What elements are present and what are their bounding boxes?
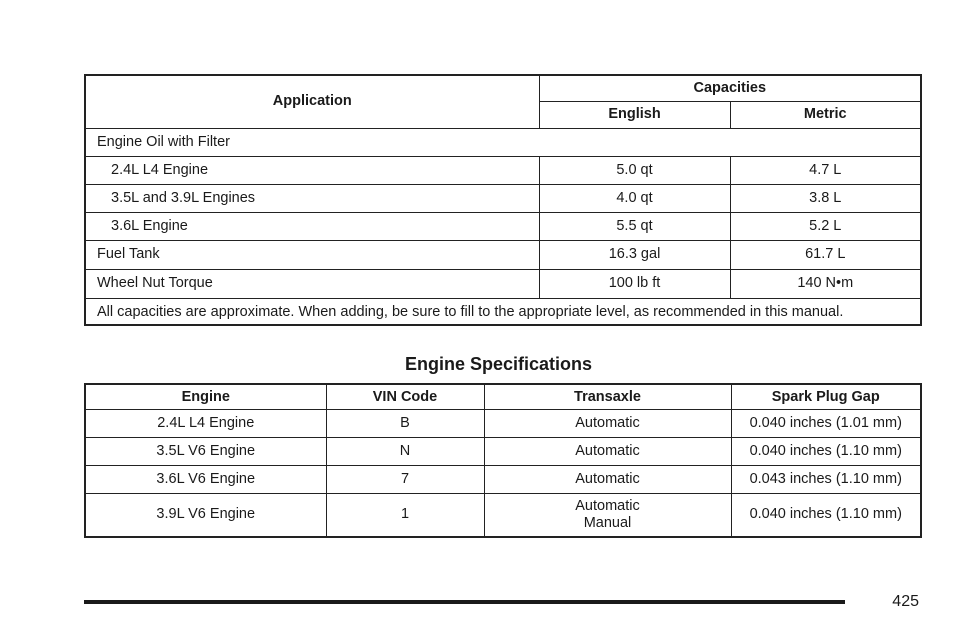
english-header: English (539, 101, 730, 128)
engine-header: Engine (85, 384, 326, 410)
english-value: 4.0 qt (539, 184, 730, 212)
table-row (85, 184, 921, 212)
vin-code-cell: 7 (326, 466, 484, 494)
engine-cell: 3.9L V6 Engine (85, 494, 326, 537)
vin-code-cell: 1 (326, 494, 484, 537)
spark-plug-gap-cell: 0.043 inches (1.10 mm) (731, 466, 921, 494)
engine-cell: 2.4L L4 Engine (85, 410, 326, 438)
transaxle-value: Automatic (575, 471, 640, 487)
capacities-header: Capacities (539, 75, 921, 101)
engine-specifications-table (84, 383, 922, 538)
metric-value: 4.7 L (730, 156, 921, 184)
table-row (85, 410, 921, 438)
row-label: 3.5L and 3.9L Engines (85, 184, 539, 212)
table-row (85, 156, 921, 184)
metric-value: 3.8 L (730, 184, 921, 212)
transaxle-cell (484, 410, 731, 438)
engine-cell: 3.5L V6 Engine (85, 438, 326, 466)
engine-cell: 3.6L V6 Engine (85, 466, 326, 494)
transaxle-cell (484, 466, 731, 494)
spark-plug-gap-cell: 0.040 inches (1.10 mm) (731, 438, 921, 466)
transaxle-header: Transaxle (484, 384, 731, 410)
application-header: Application (85, 75, 539, 128)
row-label: Fuel Tank (85, 240, 539, 269)
section-title: Engine Specifications (405, 354, 593, 374)
metric-header: Metric (730, 101, 921, 128)
table-row (85, 494, 921, 537)
footer-rule (84, 600, 845, 604)
english-value: 16.3 gal (539, 240, 730, 269)
row-label: 2.4L L4 Engine (85, 156, 539, 184)
spark-plug-gap-cell: 0.040 inches (1.01 mm) (731, 410, 921, 438)
metric-value: 140 N•m (730, 269, 921, 298)
engine-oil-group-label: Engine Oil with Filter (85, 128, 921, 156)
english-value: 100 lb ft (539, 269, 730, 298)
transaxle-cell (484, 494, 731, 537)
vin-code-header: VIN Code (326, 384, 484, 410)
row-label: 3.6L Engine (85, 212, 539, 240)
metric-value: 5.2 L (730, 212, 921, 240)
transaxle-value: Manual (583, 514, 632, 531)
metric-value: 61.7 L (730, 240, 921, 269)
transaxle-value: Automatic (575, 415, 640, 431)
capacities-note: All capacities are approximate. When adding, be sure to fill to the appropriate level, as recommended in this manual. (85, 298, 921, 325)
spark-plug-gap-cell: 0.040 inches (1.10 mm) (731, 494, 921, 537)
row-label: Wheel Nut Torque (85, 269, 539, 298)
page-number: 425 (892, 593, 919, 610)
english-value: 5.0 qt (539, 156, 730, 184)
transaxle-value: Automatic (575, 497, 640, 514)
table-row (85, 438, 921, 466)
table-row (85, 466, 921, 494)
table-row (85, 269, 921, 298)
capacities-table (84, 74, 922, 326)
table-row (85, 240, 921, 269)
spark-plug-gap-header: Spark Plug Gap (731, 384, 921, 410)
vin-code-cell: B (326, 410, 484, 438)
english-value: 5.5 qt (539, 212, 730, 240)
transaxle-cell (484, 438, 731, 466)
table-row (85, 212, 921, 240)
vin-code-cell: N (326, 438, 484, 466)
transaxle-value: Automatic (575, 443, 640, 459)
